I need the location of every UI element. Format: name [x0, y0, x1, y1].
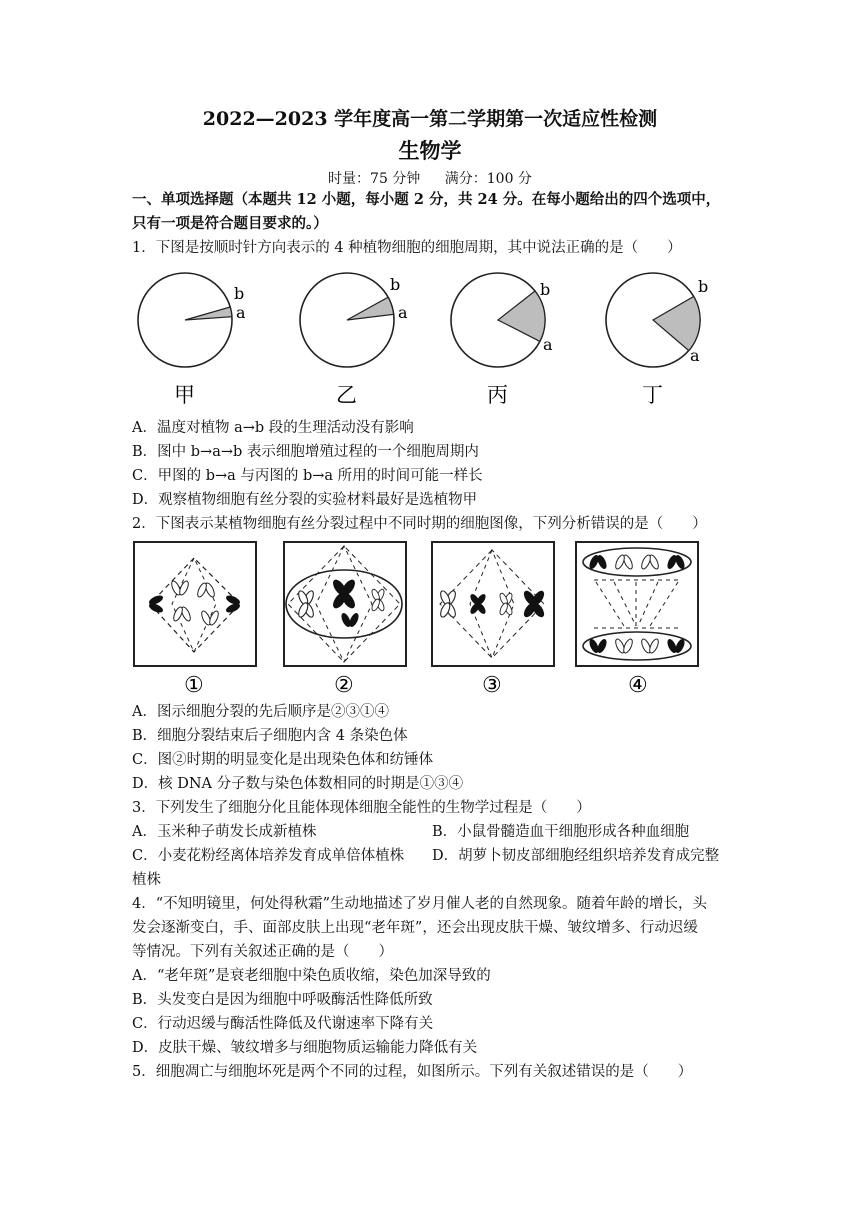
panel-label: 乙	[336, 383, 357, 407]
subject-title: 生物学	[398, 138, 462, 163]
label-b: b	[234, 284, 245, 303]
cell-cycle-panel-ding	[606, 273, 708, 407]
label-b: b	[698, 277, 709, 296]
mitosis-panel-3	[432, 542, 554, 698]
panel-number: ①	[184, 673, 204, 698]
question-4-option-c: C．行动迟缓与酶活性降低及代谢速率下降有关	[132, 1016, 434, 1032]
question-4-option-b: B．头发变白是因为细胞中呼吸酶活性降低所致	[132, 992, 433, 1008]
question-4-stem-cont: 发会逐渐变白，手、面部皮肤上出现“老年斑”，还会出现皮肤干燥、皱纹增多、行动迟缓	[132, 920, 698, 936]
question-1-stem: 1．下图是按顺时针方向表示的 4 种植物细胞的细胞周期，其中说法正确的是（ ）	[132, 240, 682, 256]
question-1-option-a: A．温度对植物 a→b 段的生理活动没有影响	[132, 420, 414, 436]
panel-number: ③	[482, 673, 502, 698]
question-1-option-d: D．观察植物细胞有丝分裂的实验材料最好是选植物甲	[132, 492, 478, 508]
mitosis-panel-2	[284, 542, 406, 698]
panel-number: ②	[334, 673, 354, 698]
exam-meta	[0, 168, 860, 188]
cell-cycle-panel-jia	[138, 273, 246, 407]
question-3-option-d-cont: 植株	[132, 872, 161, 888]
section-heading-cont: 只有一项是符合题目要求的。）	[132, 215, 328, 232]
panel-number: ④	[628, 673, 648, 698]
exam-title: 2022—2023 学年度高一第二学期第一次适应性检测	[202, 108, 658, 130]
question-3-option-a: A．玉米种子萌发长成新植株	[132, 824, 317, 840]
panel-label: 丁	[642, 383, 663, 407]
question-5-stem: 5．细胞凋亡与细胞坏死是两个不同的过程，如图所示。下列有关叙述错误的是（ ）	[132, 1064, 693, 1080]
cell-cycle-panel-yi	[300, 273, 408, 407]
panel-label: 甲	[174, 383, 195, 407]
question-3-option-c: C．小麦花粉经离体培养发育成单倍体植株	[132, 848, 405, 864]
question-2-option-a: A．图示细胞分裂的先后顺序是②③①④	[132, 704, 389, 720]
label-a: a	[543, 335, 553, 354]
mitosis-panel-1	[134, 542, 256, 698]
question-2-option-b: B．细胞分裂结束后子细胞内含 4 条染色体	[132, 728, 408, 744]
label-b: b	[540, 280, 551, 299]
question-3-row-2	[132, 846, 742, 866]
section-heading: 一、单项选择题（本题共 12 小题，每小题 2 分，共 24 分。在每小题给出的四个选项中，	[132, 191, 721, 208]
time-limit: 时量：75 分钟	[328, 171, 421, 187]
question-1-option-b: B．图中 b→a→b 表示细胞增殖过程的一个细胞周期内	[132, 444, 479, 460]
question-4-option-d: D．皮肤干燥、皱纹增多与细胞物质运输能力降低有关	[132, 1040, 478, 1056]
question-3-option-b: B．小鼠骨髓造血干细胞形成各种血细胞	[432, 824, 690, 840]
label-b: b	[390, 275, 401, 294]
question-4-stem-end: 等情况。下列有关叙述正确的是（ ）	[132, 944, 393, 960]
label-a: a	[690, 346, 700, 365]
question-3-row-1	[132, 822, 742, 842]
question-1-option-c: C．甲图的 b→a 与丙图的 b→a 所用的时间可能一样长	[132, 468, 483, 484]
label-a: a	[236, 303, 246, 322]
question-4-option-a: A．“老年斑”是衰老细胞中染色质收缩，染色加深导致的	[132, 968, 491, 984]
cell-cycle-figure	[130, 268, 730, 416]
label-a: a	[398, 303, 408, 322]
mitosis-panel-4	[576, 542, 698, 698]
question-2-option-c: C．图②时期的明显变化是出现染色体和纺锤体	[132, 752, 434, 768]
full-score: 满分：100 分	[444, 171, 532, 187]
question-3-stem: 3．下列发生了细胞分化且能体现体细胞全能性的生物学过程是（ ）	[132, 800, 591, 816]
panel-label: 丙	[487, 383, 508, 407]
question-2-stem: 2．下图表示某植物细胞有丝分裂过程中不同时期的细胞图像，下列分析错误的是（ ）	[132, 516, 707, 532]
question-2-option-d: D．核 DNA 分子数与染色体数相同的时期是①③④	[132, 776, 464, 792]
question-4-stem: 4．“不知明镜里，何处得秋霜”生动地描述了岁月催人老的自然现象。随着年龄的增长，头	[132, 896, 708, 912]
question-3-option-d: D．胡萝卜韧皮部细胞经组织培养发育成完整	[432, 848, 720, 864]
mitosis-figure	[132, 540, 704, 698]
cell-cycle-panel-bing	[451, 273, 553, 407]
